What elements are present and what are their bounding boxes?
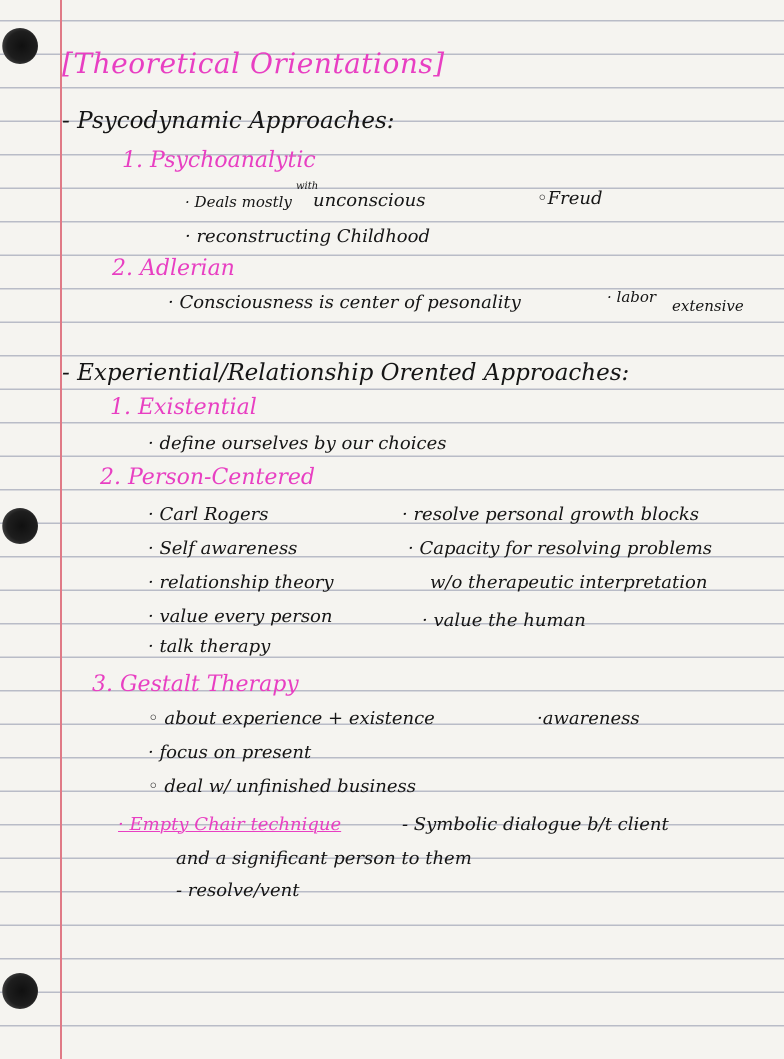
note-capacity-resolving: · Capacity for resolving problems <box>408 538 713 559</box>
note-significant-person: and a significant person to them <box>176 848 472 869</box>
note-value-every-person: · value every person <box>148 606 333 627</box>
note-experience-existence: ◦ about experience + existence <box>148 708 435 729</box>
subheading-psychoanalytic: 1. Psychoanalytic <box>122 148 316 173</box>
note-define-ourselves: · define ourselves by our choices <box>148 433 447 454</box>
note-labor: · labor <box>607 288 657 306</box>
note-reconstructing-childhood: · reconstructing Childhood <box>185 226 430 247</box>
note-self-awareness: · Self awareness <box>148 538 298 559</box>
note-unfinished-business: ◦ deal w/ unfinished business <box>148 776 417 797</box>
note-relationship-theory: · relationship theory <box>148 572 334 593</box>
note-freud: ◦Freud <box>537 188 603 209</box>
note-focus-present: · focus on present <box>148 742 312 763</box>
note-unconscious: unconscious <box>313 190 426 211</box>
note-resolve-vent: - resolve/vent <box>176 880 300 901</box>
note-awareness: ·awareness <box>537 708 640 729</box>
margin-line <box>60 0 62 1059</box>
note-symbolic-dialogue: - Symbolic dialogue b/t client <box>402 814 669 835</box>
binder-hole <box>2 508 38 544</box>
subheading-existential: 1. Existential <box>110 395 257 420</box>
note-without-interpretation: w/o therapeutic interpretation <box>430 572 708 593</box>
note-carl-rogers: · Carl Rogers <box>148 504 269 525</box>
section-heading-psychodynamic: - Psycodynamic Approaches: <box>62 108 395 134</box>
subheading-person-centered: 2. Person-Centered <box>100 465 315 490</box>
binder-hole <box>2 973 38 1009</box>
page-title: [Theoretical Orientations] <box>62 47 445 80</box>
note-consciousness: · Consciousness is center of pesonality <box>168 292 521 313</box>
subheading-adlerian: 2. Adlerian <box>112 256 235 281</box>
note-value-the-human: · value the human <box>422 610 586 631</box>
section-heading-experiential: - Experiential/Relationship Orented Approaches: <box>62 360 630 386</box>
subheading-gestalt: 3. Gestalt Therapy <box>92 672 299 697</box>
note-deals-mostly: · Deals mostly <box>185 193 292 211</box>
binder-hole <box>2 28 38 64</box>
note-with: with <box>296 181 319 192</box>
note-extensive: extensive <box>672 297 744 315</box>
note-empty-chair-technique: · Empty Chair technique <box>118 814 342 835</box>
note-talk-therapy: · talk therapy <box>148 636 271 657</box>
note-resolve-growth-blocks: · resolve personal growth blocks <box>402 504 699 525</box>
